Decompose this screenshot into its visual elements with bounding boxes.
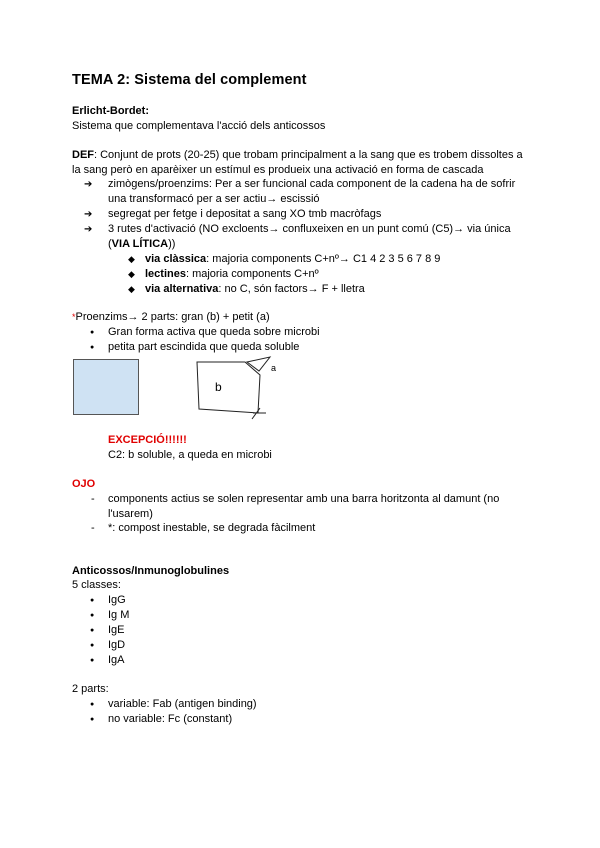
diamond-bullet-icon: ◆ — [128, 269, 135, 279]
asterisk-marker: * — [72, 312, 76, 322]
diamond-bullet-icon: ◆ — [128, 284, 135, 294]
arrow-item-rutes-cont: (VIA LÍTICA)) — [108, 238, 176, 250]
route-item: via clàssica: majoria components C+nº→ C1 4 2 3 5 6 7 8 9 — [145, 253, 441, 265]
arrow-item-rutes: 3 rutes d'activació (NO excloents→ confluxeixen en un punt comú (C5)→ via única — [108, 223, 511, 235]
svg-text:a: a — [271, 363, 277, 373]
arrow-icon: ➔ — [84, 224, 93, 235]
parts-label: 2 parts: — [72, 683, 109, 695]
dash-icon: - — [91, 522, 95, 534]
blue-box-image — [73, 359, 139, 415]
proenzims-bullet: petita part escindida que queda soluble — [108, 341, 300, 353]
bullet-icon: ● — [90, 701, 95, 708]
class-item: IgE — [108, 624, 125, 636]
def-paragraph-line2: la sang però en aparèixer un estímul es produeix una activació en forma de cascada — [72, 164, 484, 176]
ojo-heading: OJO — [72, 478, 96, 490]
arrow-icon: ➔ — [84, 209, 93, 220]
route-item: via alternativa: no C, són factors→ F + lletra — [145, 283, 365, 295]
class-item: IgD — [108, 639, 126, 651]
bullet-icon: ● — [90, 642, 95, 649]
bullet-icon: ● — [90, 329, 95, 336]
svg-text:b: b — [215, 380, 222, 394]
dash-icon: - — [91, 493, 95, 505]
bullet-icon: ● — [90, 344, 95, 351]
erlicht-text: Sistema que complementava l'acció dels anticossos — [72, 120, 326, 132]
diamond-bullet-icon: ◆ — [128, 254, 135, 264]
bullet-icon: ● — [90, 597, 95, 604]
bullet-icon: ● — [90, 657, 95, 664]
cleavage-sketch — [190, 353, 280, 421]
ojo-item-cont: l'usarem) — [108, 508, 153, 520]
via-litica: VIA LÍTICA — [111, 238, 169, 250]
classes-label: 5 classes: — [72, 579, 121, 591]
arrow-item-zimogens: zimògens/proenzims: Per a ser funcional cada component de la cadena ha de sofrir — [108, 178, 516, 190]
erlicht-heading: Erlicht-Bordet: — [72, 105, 149, 117]
proenzims-line: *Proenzims→ 2 parts: gran (b) + petit (a) — [72, 311, 270, 323]
route-item: lectines: majoria components C+nº — [145, 268, 319, 280]
page-title: TEMA 2: Sistema del complement — [72, 72, 307, 88]
bullet-icon: ● — [90, 716, 95, 723]
class-item: IgA — [108, 654, 125, 666]
class-item: Ig M — [108, 609, 130, 621]
part-item: variable: Fab (antigen binding) — [108, 698, 257, 710]
def-label: DEF — [72, 149, 94, 161]
part-item: no variable: Fc (constant) — [108, 713, 233, 725]
arrow-item-zimogens-cont: una transformacó per a ser actiu→ escissió — [108, 193, 320, 205]
exception-text: C2: b soluble, a queda en microbi — [108, 449, 272, 461]
ojo-item: components actius se solen representar amb una barra horitzonta al damunt (no — [108, 493, 500, 505]
bullet-icon: ● — [90, 627, 95, 634]
class-item: IgG — [108, 594, 126, 606]
exception-heading: EXCEPCIÓ!!!!!! — [108, 434, 187, 446]
arrow-icon: ➔ — [84, 179, 93, 190]
arrow-item-segregat: segregat per fetge i depositat a sang XO tmb macròfags — [108, 208, 382, 220]
proenzims-bullet: Gran forma activa que queda sobre microbi — [108, 326, 320, 338]
ojo-item: *: compost inestable, se degrada fàcilment — [108, 522, 316, 534]
def-paragraph-line1 — [72, 148, 523, 163]
bullet-icon: ● — [90, 612, 95, 619]
antibodies-heading: Anticossos/Inmunoglobulines — [72, 565, 230, 577]
def-text: : Conjunt de prots (20-25) que trobam principalment a la sang que es trobem dissoltes a — [94, 149, 523, 161]
